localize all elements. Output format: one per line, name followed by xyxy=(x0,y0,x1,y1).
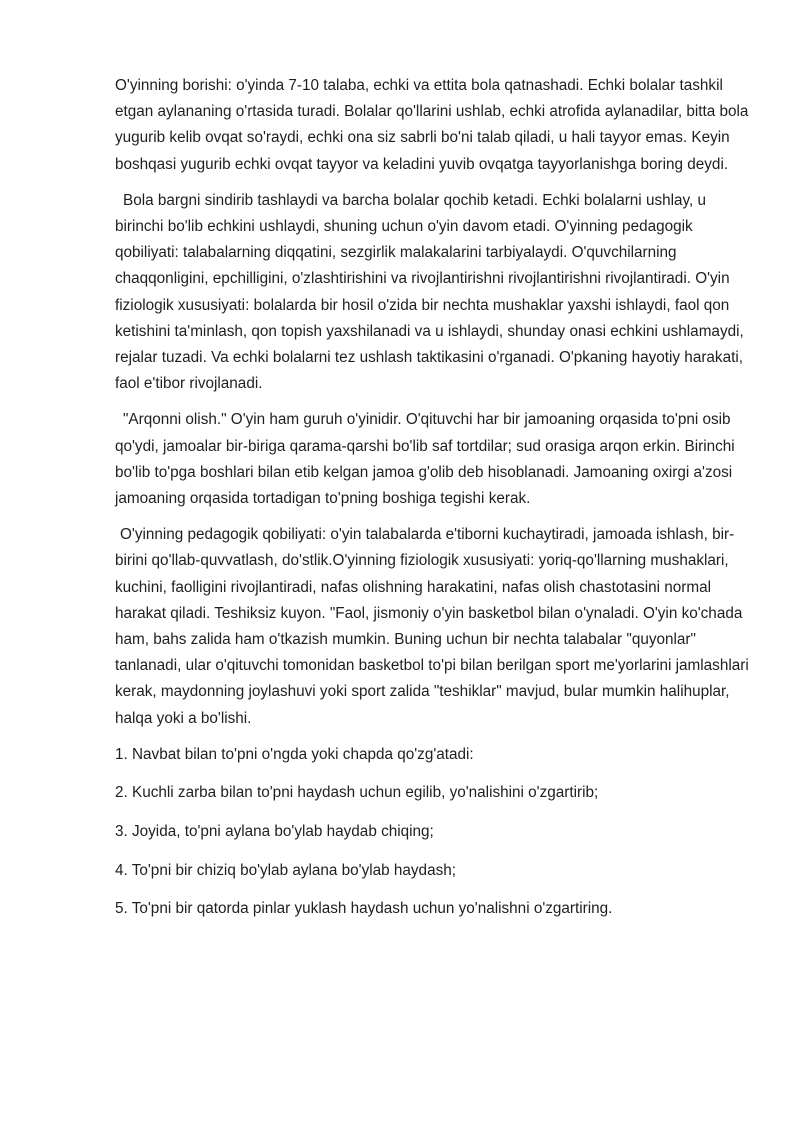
exercise-list xyxy=(115,742,755,923)
list-item: 5. To'pni bir qatorda pinlar yuklash haydash uchun yo'nalishni o'zgartiring. xyxy=(115,900,613,918)
paragraph-game-progress: O'yinning borishi: o'yinda 7-10 talaba, echki va ettita bola qatnashadi. Echki bolalar tashkil etgan aylananing o'rtasida turadi. Bolalar qo'llarini ushlab, echki atrofida aylanadilar, bitta bola yugurib kelib ovqat so'raydi, echki ona siz sabrli bo'ni talab qiladi, u hali tayyor emas. Keyin boshqasi yugurib echki ovqat tayyor va keladini yuvib ovqatga tayyorlanishga boring deydi. xyxy=(115,77,749,173)
list-item: 1. Navbat bilan to'pni o'ngda yoki chapda qo'zg'atadi: xyxy=(115,745,474,763)
paragraph-rabbit-game: O'yinning pedagogik qobiliyati: o'yin talabalarda e'tiborni kuchaytiradi, jamoada ishlash, bir-birini qo'llab-quvvatlash, do'stlik.O'yinning fiziologik xususiyati: yoriq-qo'llarning mushaklari, kuchini, faolligini rivojlantiradi, nafas olishning harakatini, nafas olish chastotasini normal harakat qiladi. Teshiksiz kuyon. "Faol, jismoniy o'yin basketbol bilan o'ynaladi. O'yin ko'chada ham, bahs zalida ham o'tkazish mumkin. Buning uchun bir nechta talabalar "quyonlar" tanlanadi, ular o'qituvchi tomonidan basketbol to'pi bilan berilgan sport me'yorlarini jamlashlari kerak, maydonning joylashuvi yoki sport zalida "teshiklar" mavjud, bular mumkin halihuplar, halqa yoki a bo'lishi. xyxy=(115,526,749,727)
list-item: 3. Joyida, to'pni aylana bo'ylab haydab chiqing; xyxy=(115,823,434,841)
paragraph-game-benefits: Bola bargni sindirib tashlaydi va barcha bolalar qochib ketadi. Echki bolalarni ushlay, u birinchi bo'lib echkini ushlaydi, shuning uchun o'yin davom etadi. O'yinning pedagogik qobiliyati: talabalarning diqqatini, sezgirlik malakalarini tarbiyalaydi. O'quvchilarning chaqqonligini, epchilligini, o'zlashtirishini va rivojlantirishni rivojlantirishni rivojlantiradi. O'yin fiziologik xususiyati: bolalarda bir hosil o'zida bir nechta mushaklar yaxshi ishlaydi, faol qon ketishini ta'minlash, qon topish yaxshilanadi va u ishlaydi, shunday onasi echkini ushlamaydi, rejalar tuzadi. Va echki bolalarni tez ushlash taktikasini o'rganadi. O'pkaning hayotiy harakati, faol e'tibor rivojlanadi. xyxy=(115,191,744,393)
paragraph-rope-game: "Arqonni olish." O'yin ham guruh o'yinidir. O'qituvchi har bir jamoaning orqasida to'pni osib qo'ydi, jamoalar bir-biriga qarama-qarshi bo'lib saf tortdilar; sud orasiga arqon erkin. Birinchi bo'lib to'pga boshlari bilan etib kelgan jamoa g'olib deb hisoblanadi. Jamoaning oxirgi a'zosi jamoaning orqasida tortadigan to'pning boshiga tegishi kerak. xyxy=(115,411,735,508)
list-item: 4. To'pni bir chiziq bo'ylab aylana bo'ylab haydash; xyxy=(115,861,456,879)
document-body xyxy=(115,73,755,935)
list-item: 2. Kuchli zarba bilan to'pni haydash uchun egilib, yo'nalishini o'zgartirib; xyxy=(115,784,599,802)
